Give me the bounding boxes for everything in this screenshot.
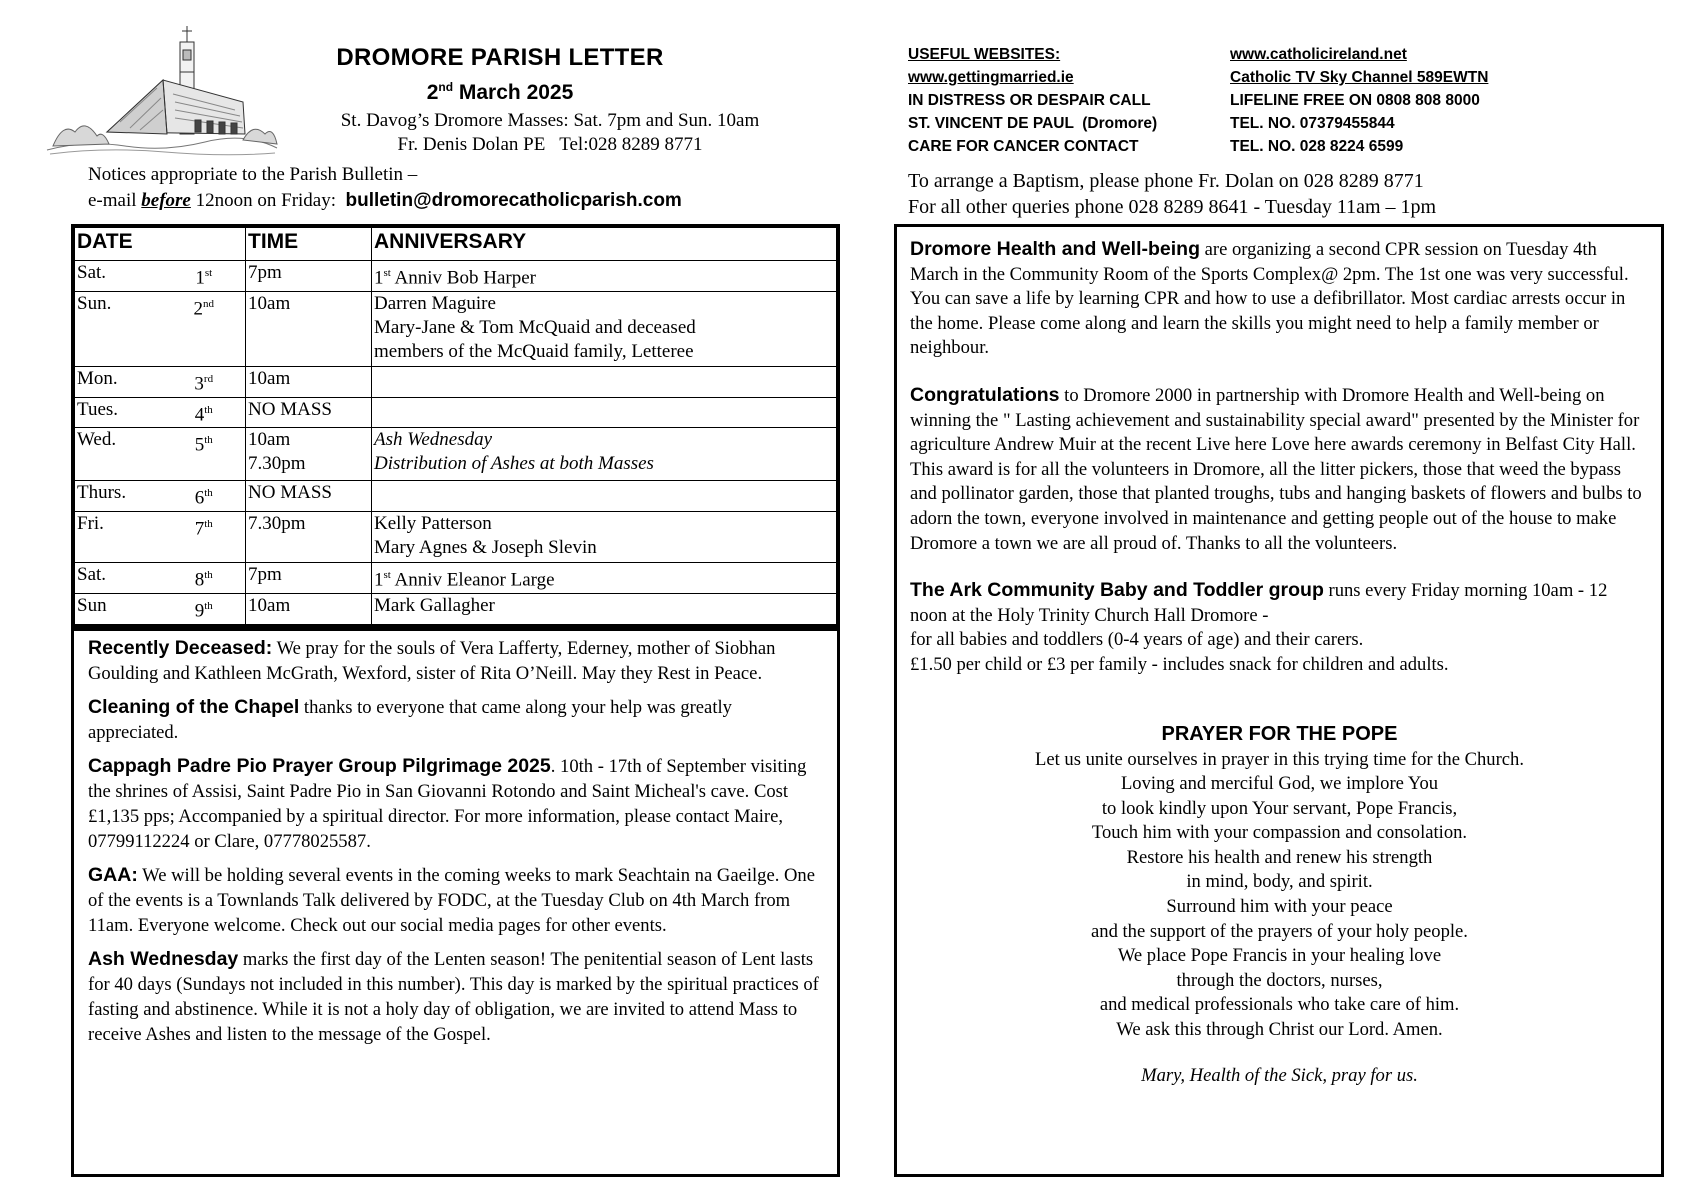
notices-instructions: Notices appropriate to the Parish Bulletin –	[88, 164, 418, 185]
email-instructions: e-mail before 12noon on Friday: bulletin@dromorecatholicparish.com	[88, 190, 682, 211]
header-time: TIME	[246, 228, 372, 261]
gettingmarried-link[interactable]: www.gettingmarried.ie	[908, 69, 1074, 86]
prayer-line: Let us unite ourselves in prayer in this trying time for the Church.	[1034, 748, 1524, 770]
church-illustration	[45, 22, 280, 162]
page-title: DROMORE PARISH LETTER	[336, 44, 664, 71]
right-notices-box	[894, 224, 1664, 1177]
table-row: Wed. 5th 10am 7.30pm Ash Wednesday Distribution of Ashes at both Masses	[75, 428, 837, 481]
table-row: Mon. 3rd 10am	[75, 367, 837, 398]
table-row: Sun. 2nd 10am Darren Maguire Mary-Jane & Tom McQuaid and deceased members of the McQuaid family, Letteree	[75, 292, 837, 367]
notice-congratulations: Congratulations to Dromore 2000 in partnership with Dromore Health and Well-being on winning the " Lasting achievement and sustainability special award" presented by the Minister for agriculture Andrew Muir at the recent Live here Love here awards ceremony in Belfast City Hall. This award is for all the volunteers in Dromore, all the litter pickers, those that weed the bypass and pollinator garden, those that planted troughs, tubs and hanging baskets of flowers and bulbs to adorn the town, everyone involved in maintenance and getting people out of the house to make Dromore a town we are all proud of. Thanks to all the volunteers.	[910, 383, 1642, 554]
priest-contact: Fr. Denis Dolan PE Tel:028 8289 8771	[397, 134, 703, 155]
notice-ash-wednesday: Ash Wednesday marks the first day of the Lenten season! The penitential season of Lent lasts for 40 days (Sundays not included in this number). This day is marked by the spiritual practices of fasting and abstinence. While it is not a holy day of obligation, we are invited to attend Mass to receive Ashes and listen to the message of the Gospel.	[88, 948, 819, 1045]
table-row: Sat. 8th 7pm 1st Anniv Eleanor Large	[75, 563, 837, 594]
notice-gaa: GAA: We will be holding several events in the coming weeks to mark Seachtain na Gaeilge. One of the events is a Townlands Talk delivered by FODC, at the Tuesday Club on 4th March from 11am. Everyone welcome. Check out our social media pages for other events.	[88, 864, 815, 936]
prayer-line: Loving and merciful God, we implore You	[1120, 773, 1439, 795]
catholic-tv-info: Catholic TV Sky Channel 589EWTN	[1230, 69, 1489, 86]
cancer-label: CARE FOR CANCER CONTACT	[908, 138, 1139, 155]
left-notices-box	[71, 628, 840, 1177]
lifeline-number: LIFELINE FREE ON 0808 808 8000	[1230, 92, 1480, 109]
mass-times: St. Davog’s Dromore Masses: Sat. 7pm and Sun. 10am	[340, 110, 760, 131]
prayer-line: to look kindly upon Your servant, Pope Francis,	[1101, 797, 1458, 819]
svdp-label: ST. VINCENT DE PAUL (Dromore)	[908, 115, 1158, 132]
table-row: Fri. 7th 7.30pm Kelly Patterson Mary Agnes & Joseph Slevin	[75, 511, 837, 563]
svdp-phone: TEL. NO. 07379455844	[1230, 115, 1395, 132]
prayer-line: and medical professionals who take care of him.	[1099, 994, 1460, 1016]
table-row: Sat. 1st 7pm 1st Anniv Bob Harper	[75, 261, 837, 292]
prayer-line: in mind, body, and spirit.	[1186, 871, 1373, 893]
prayer-for-the-pope	[910, 720, 1649, 1087]
bulletin-email-link[interactable]: bulletin@dromorecatholicparish.com	[345, 190, 682, 211]
prayer-line: Surround him with your peace	[1166, 896, 1393, 918]
prayer-line: Restore his health and renew his strength	[1126, 846, 1433, 868]
prayer-closing: Mary, Health of the Sick, pray for us.	[1141, 1064, 1418, 1086]
table-row: Thurs. 6th NO MASS	[75, 481, 837, 512]
prayer-title: PRAYER FOR THE POPE	[1161, 722, 1398, 745]
notice-cleaning-chapel: Cleaning of the Chapel thanks to everyone that came along your help was greatly appreciated.	[88, 696, 732, 743]
prayer-line: We place Pope Francis in your healing love	[1117, 945, 1442, 967]
header-date: DATE	[75, 228, 246, 261]
baptism-info: To arrange a Baptism, please phone Fr. Dolan on 028 8289 8771	[908, 170, 1424, 192]
notice-ark-toddler-group: The Ark Community Baby and Toddler group runs every Friday morning 10am - 12 noon at the Holy Trinity Church Hall Dromore - for all babies and toddlers (0-4 years of age) and their carers. £1.50 per child or £3 per family - includes snack for children and adults.	[910, 579, 1608, 675]
mass-schedule-table	[71, 224, 840, 628]
useful-websites-label: USEFUL WEBSITES:	[908, 46, 1061, 63]
prayer-line: Touch him with your compassion and consolation.	[1091, 822, 1468, 844]
notice-health-wellbeing: Dromore Health and Well-being are organizing a second CPR session on Tuesday 4th March in the Community Room of the Sports Complex@ 2pm. The 1st one was very successful. You can save a life by learning CPR and how to use a defibrillator. Most cardiac arrests occur in the home. Please come along and learn the skills you might need to help a family member or neighbour.	[910, 238, 1629, 359]
issue-date: 2nd March 2025	[426, 80, 574, 104]
prayer-line: We ask this through Christ our Lord. Amen.	[1116, 1019, 1443, 1041]
prayer-line: and the support of the prayers of your holy people.	[1091, 920, 1468, 942]
notice-recently-deceased: Recently Deceased: We pray for the souls of Vera Lafferty, Ederney, mother of Siobhan Goulding and Kathleen McGrath, Wexford, sister of Rita O’Neill. May they Rest in Peace.	[88, 637, 776, 684]
notice-pilgrimage: Cappagh Padre Pio Prayer Group Pilgrimage 2025. 10th - 17th of September visiting the shrines of Assisi, Saint Padre Pio in San Giovanni Rotondo and Saint Micheal's cave. Cost £1,135 pps; Accompanied by a spiritual director. For more information, please contact Maire, 07799112224 or Clare, 07778025587.	[88, 755, 807, 852]
queries-info: For all other queries phone 028 8289 8641 - Tuesday 11am – 1pm	[908, 196, 1437, 218]
prayer-line: through the doctors, nurses,	[1176, 969, 1383, 991]
header-anniversary: ANNIVERSARY	[372, 228, 837, 261]
table-row: Sun 9th 10am Mark Gallagher	[75, 594, 837, 625]
catholicireland-link[interactable]: www.catholicireland.net	[1230, 46, 1407, 63]
table-row: Tues. 4th NO MASS	[75, 397, 837, 428]
distress-label: IN DISTRESS OR DESPAIR CALL	[908, 92, 1151, 109]
cancer-phone: TEL. NO. 028 8224 6599	[1230, 138, 1404, 155]
